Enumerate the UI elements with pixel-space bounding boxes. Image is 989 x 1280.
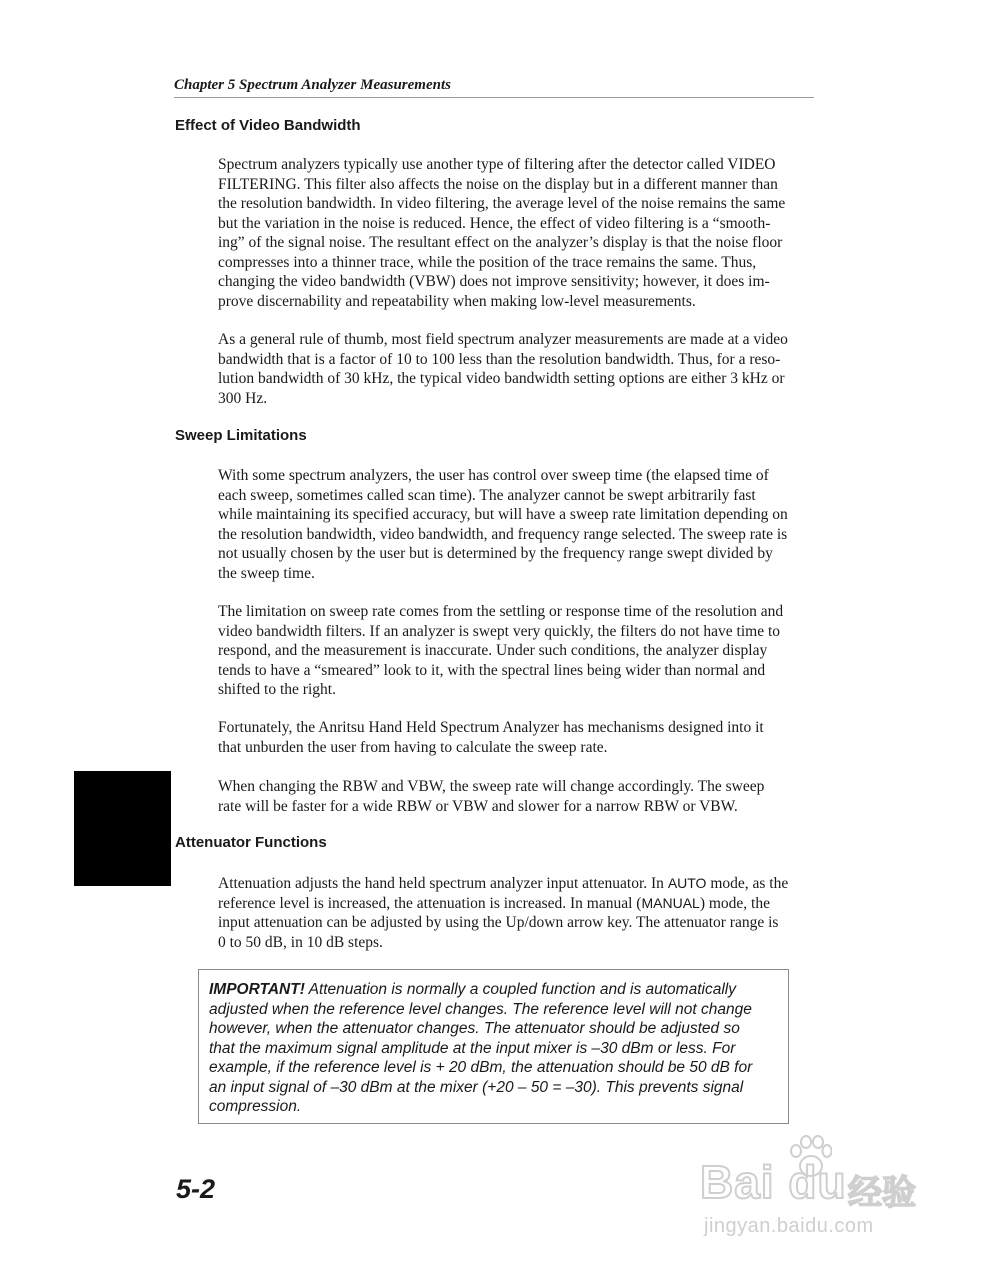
heading-sweep-limitations: Sweep Limitations <box>175 427 307 444</box>
attenuation-text-part-1: Attenuation adjusts the hand held spectrum analyzer input attenuator. In <box>218 875 668 892</box>
chapter-thumb-tab <box>74 771 171 886</box>
page-number: 5-2 <box>176 1174 216 1204</box>
watermark-logo-text: Bai du <box>700 1156 847 1208</box>
important-body: Attenuation is normally a coupled function and is automatically adjusted when the reference level changes. The reference level will not change however, when the attenuator changes. The attenuator should be adjusted so that the maximum signal amplitude at the input mixer is –30 dBm or less. For example, if the reference level is + 20 dBm, the attenuation should be 50 dB for an input signal of –30 dBm at the mixer (+20 – 50 = –30). This prevents signal compression. <box>209 981 753 1115</box>
paragraph-anritsu-mechanisms: Fortunately, the Anritsu Hand Held Spectrum Analyzer has mechanisms designed into it that unburden the user from having to calculate the sweep rate. <box>218 719 764 756</box>
paragraph-sweep-rate-limitation: The limitation on sweep rate comes from the settling or response time of the resolution and video bandwidth filters. If an analyzer is swept very quickly, the filters do not have time to respond, and the measurement is inaccurate. Under such conditions, the analyzer display tends to have a “smeared” look to it, with the spectral lines being wider than normal and shifted to the right. <box>218 603 784 698</box>
running-head: Chapter 5 Spectrum Analyzer Measurements <box>174 77 814 98</box>
paragraph-rbw-vbw: When changing the RBW and VBW, the sweep rate will change accordingly. The sweep rate will be faster for a wide RBW or VBW and slower for a narrow RBW or VBW. <box>218 778 765 815</box>
watermark-cn-text: 经验 <box>848 1174 916 1212</box>
paragraph-video-filtering: Spectrum analyzers typically use another type of filtering after the detector called VIDEO FILTERING. This filter also affects the noise on the display but in a different manner than the resolution bandwidth. In video filtering, the average level of the noise remains the same but the variation in the noise is reduced. Hence, the effect of video filtering is a “smooth- ing” of the signal noise. The resultant effect on the analyzer’s display is that the noise floor compresses into a thinner trace, while the position of the trace remains the same. Thus, changing the video bandwidth (VBW) does not improve sensitivity; however, it does im- prove discernability and repeatability when making low-level measurements. <box>218 156 786 310</box>
watermark-url: jingyan.baidu.com <box>704 1215 874 1237</box>
paragraph-rule-of-thumb: As a general rule of thumb, most field spectrum analyzer measurements are made at a video bandwidth that is a factor of 10 to 100 less than the resolution bandwidth. Thus, for a reso- lution bandwidth of 30 kHz, the typical video bandwidth setting options are either 3 kHz or 300 Hz. <box>218 331 788 407</box>
auto-mode-label: AUTO <box>667 875 707 891</box>
manual-mode-label: MANUAL <box>641 894 700 911</box>
important-label: IMPORTANT! <box>209 981 305 998</box>
attenuation-text-part-3: ) mode, the input attenuation can be adjusted by using the Up/down arrow key. The attenuator range is 0 to 50 dB, in 10 dB steps. <box>218 894 779 951</box>
heading-video-bandwidth: Effect of Video Bandwidth <box>175 117 361 134</box>
heading-attenuator-functions: Attenuator Functions <box>175 834 327 851</box>
important-note-text <box>209 980 778 1117</box>
important-note-box <box>198 969 789 1124</box>
attenuation-text-part-2: mode, as the reference level is increased, the attenuation is increased. In manual ( <box>218 875 789 912</box>
paragraph-sweep-time: With some spectrum analyzers, the user has control over sweep time (the elapsed time of each sweep, sometimes called scan time). The analyzer cannot be swept arbitrarily fast while maintaining its specified accuracy, but will have a sweep rate limitation depending on the resolution bandwidth, video bandwidth, and frequency range selected. The sweep rate is not usually chosen by the user but is determined by the frequency range swept divided by the sweep time. <box>218 467 788 582</box>
baidu-watermark <box>700 1135 950 1245</box>
paragraph-attenuation <box>218 874 818 952</box>
